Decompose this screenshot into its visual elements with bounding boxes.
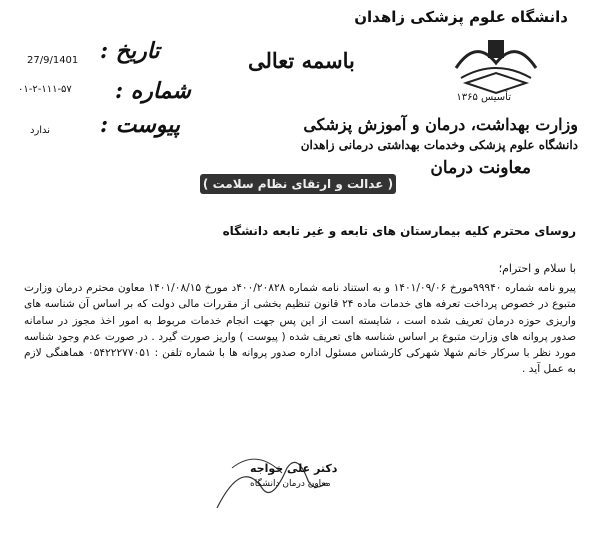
ministry-name: وزارت بهداشت، درمان و آموزش پزشکی xyxy=(303,115,578,134)
university-logo xyxy=(446,28,546,98)
university-center-name: دانشگاه علوم پزشکی وخدمات بهداشتی درمانی زاهدان xyxy=(300,138,578,152)
attachment-value: ندارد xyxy=(30,125,51,136)
letter-body: پیرو نامه شماره ۹۹۹۴۰مورخ ۱۴۰۱/۰۹/۰۶ و به استناد نامه شماره ۴۰۰/۲۰۸۲۸د مورخ ۱۴۰۱/۰۸/۱۵ معاون محترم درمان وزارت متبوع در خصوص پرداخت تعرفه های خدمات ماده ۲۴ قانون تنظیم بخشی از مقررات مالی دولت که بر اساس آن شناسه های واریزی حوزه درمان تعریف شده است ، شایسته است از این پس جهت انجام خدمات مربوط به امور اخذ مجوز در سامانه صدور پروانه های وزارت متبوع بر اساس شناسه های تعریف شده ( پیوست ) واریز صورت گیرد . در صورت عدم وجود شناسه مورد نظر با سرکار خانم شهلا شهرکی کارشناس مسئول اداره صدور پروانه ها با شماره تلفن : ۰۵۴۲۲۲۷۷۰۵۱ هماهنگی لازم به عمل آید . xyxy=(24,282,576,376)
signatory-name: دکتر علی خواجه xyxy=(250,462,338,475)
attachment-label: پیوست : xyxy=(100,112,180,138)
date-label: تاریخ : xyxy=(100,38,160,64)
number-value: ۰۱-۲-۱۱۱-۵۷ xyxy=(18,84,72,95)
greeting: با سلام و احترام؛ xyxy=(498,262,576,275)
date-value: 27/9/1401 xyxy=(27,55,79,66)
department-name: معاونت درمان xyxy=(430,158,531,178)
signatory-title: معاون درمان دانشگاه xyxy=(250,479,331,489)
established-year: تأسیس ۱۳۶۵ xyxy=(456,92,511,103)
bismillah: باسمه تعالی xyxy=(248,48,355,73)
university-name: دانشگاه علوم پزشکی زاهدان xyxy=(354,8,568,26)
slogan-banner: ( عدالت و ارتقای نظام سلامت ) xyxy=(200,174,396,194)
number-label: شماره : xyxy=(115,78,191,104)
recipient: روسای محترم کلیه بیمارستان های تابعه و غیر تابعه دانشگاه xyxy=(222,224,576,238)
